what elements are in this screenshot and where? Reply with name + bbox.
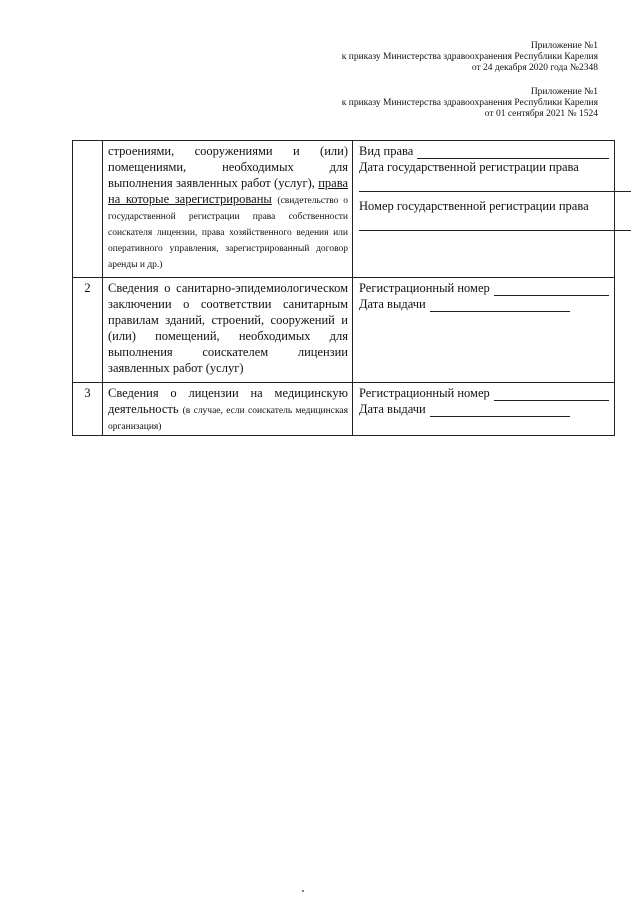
field-label: Дата выдачи — [359, 297, 426, 311]
field-label: Вид права — [359, 144, 414, 158]
field-input-line[interactable] — [417, 146, 609, 159]
field-registration-number — [359, 280, 609, 296]
table-row — [73, 278, 615, 383]
row-number: 2 — [73, 278, 103, 383]
row-fields — [353, 383, 615, 436]
row-description — [103, 141, 353, 278]
field-input-line[interactable] — [494, 388, 609, 401]
field-label: Регистрационный номер — [359, 281, 490, 295]
description-text: строениями, сооружениями и (или) помещениями, необходимых для выполнения заявленных работ (услуг), — [108, 144, 348, 190]
header-top-line-2: к приказу Министерства здравоохранения Республики Карелия — [341, 52, 598, 62]
description-underlined-text: права на которые зарегистрированы — [108, 176, 348, 206]
field-input-line[interactable] — [359, 175, 631, 192]
row-fields — [353, 141, 615, 278]
header-bottom-line-1: Приложение №1 — [530, 87, 598, 97]
page-dot-mark — [302, 890, 304, 892]
header-top-line-1: Приложение №1 — [530, 41, 598, 51]
header-bottom-line-3: от 01 сентября 2021 № 1524 — [484, 109, 598, 119]
row-number: 3 — [73, 383, 103, 436]
field-input-line[interactable] — [359, 214, 631, 231]
row-description — [103, 278, 353, 383]
row-number — [73, 141, 103, 278]
description-text: Сведения о лицензии на медицинскую деятельность — [108, 386, 348, 416]
row-fields — [353, 278, 615, 383]
table-row — [73, 141, 615, 278]
field-label: Регистрационный номер — [359, 386, 490, 400]
header-bottom-line-2: к приказу Министерства здравоохранения Республики Карелия — [341, 98, 598, 108]
description-note: (в случае, если соискатель медицинская организация) — [108, 406, 349, 432]
field-registration-number: Номер государственной регистрации права — [359, 199, 589, 213]
field-input-line[interactable] — [430, 299, 570, 312]
header-top-line-3: от 24 декабря 2020 года №2348 — [471, 63, 598, 73]
row-description — [103, 383, 353, 436]
field-registration-number — [359, 385, 609, 401]
field-issue-date — [359, 296, 609, 312]
header-approval-bottom — [342, 87, 598, 120]
description-text: Сведения о санитарно-эпидемиологическом заключении о соответствии санитарным правилам зданий, строений, сооружений и (или) помещений, необходимых для выполнения соискателем лицензии заявленных работ (услуг) — [108, 281, 348, 375]
field-issue-date — [359, 401, 609, 417]
field-input-line[interactable] — [430, 404, 570, 417]
field-right-type — [359, 143, 609, 159]
table-row — [73, 383, 615, 436]
header-approval-top — [342, 41, 598, 74]
field-input-line[interactable] — [494, 283, 609, 296]
description-note: (свидетельство о государственной регистрации права собственности соискателя лицензии, права хозяйственного ведения или оперативного управления, зарегистрированный договор аренды и др.) — [108, 196, 348, 270]
field-label: Дата выдачи — [359, 402, 426, 416]
field-registration-date: Дата государственной регистрации права — [359, 160, 579, 174]
license-info-table — [72, 140, 615, 436]
